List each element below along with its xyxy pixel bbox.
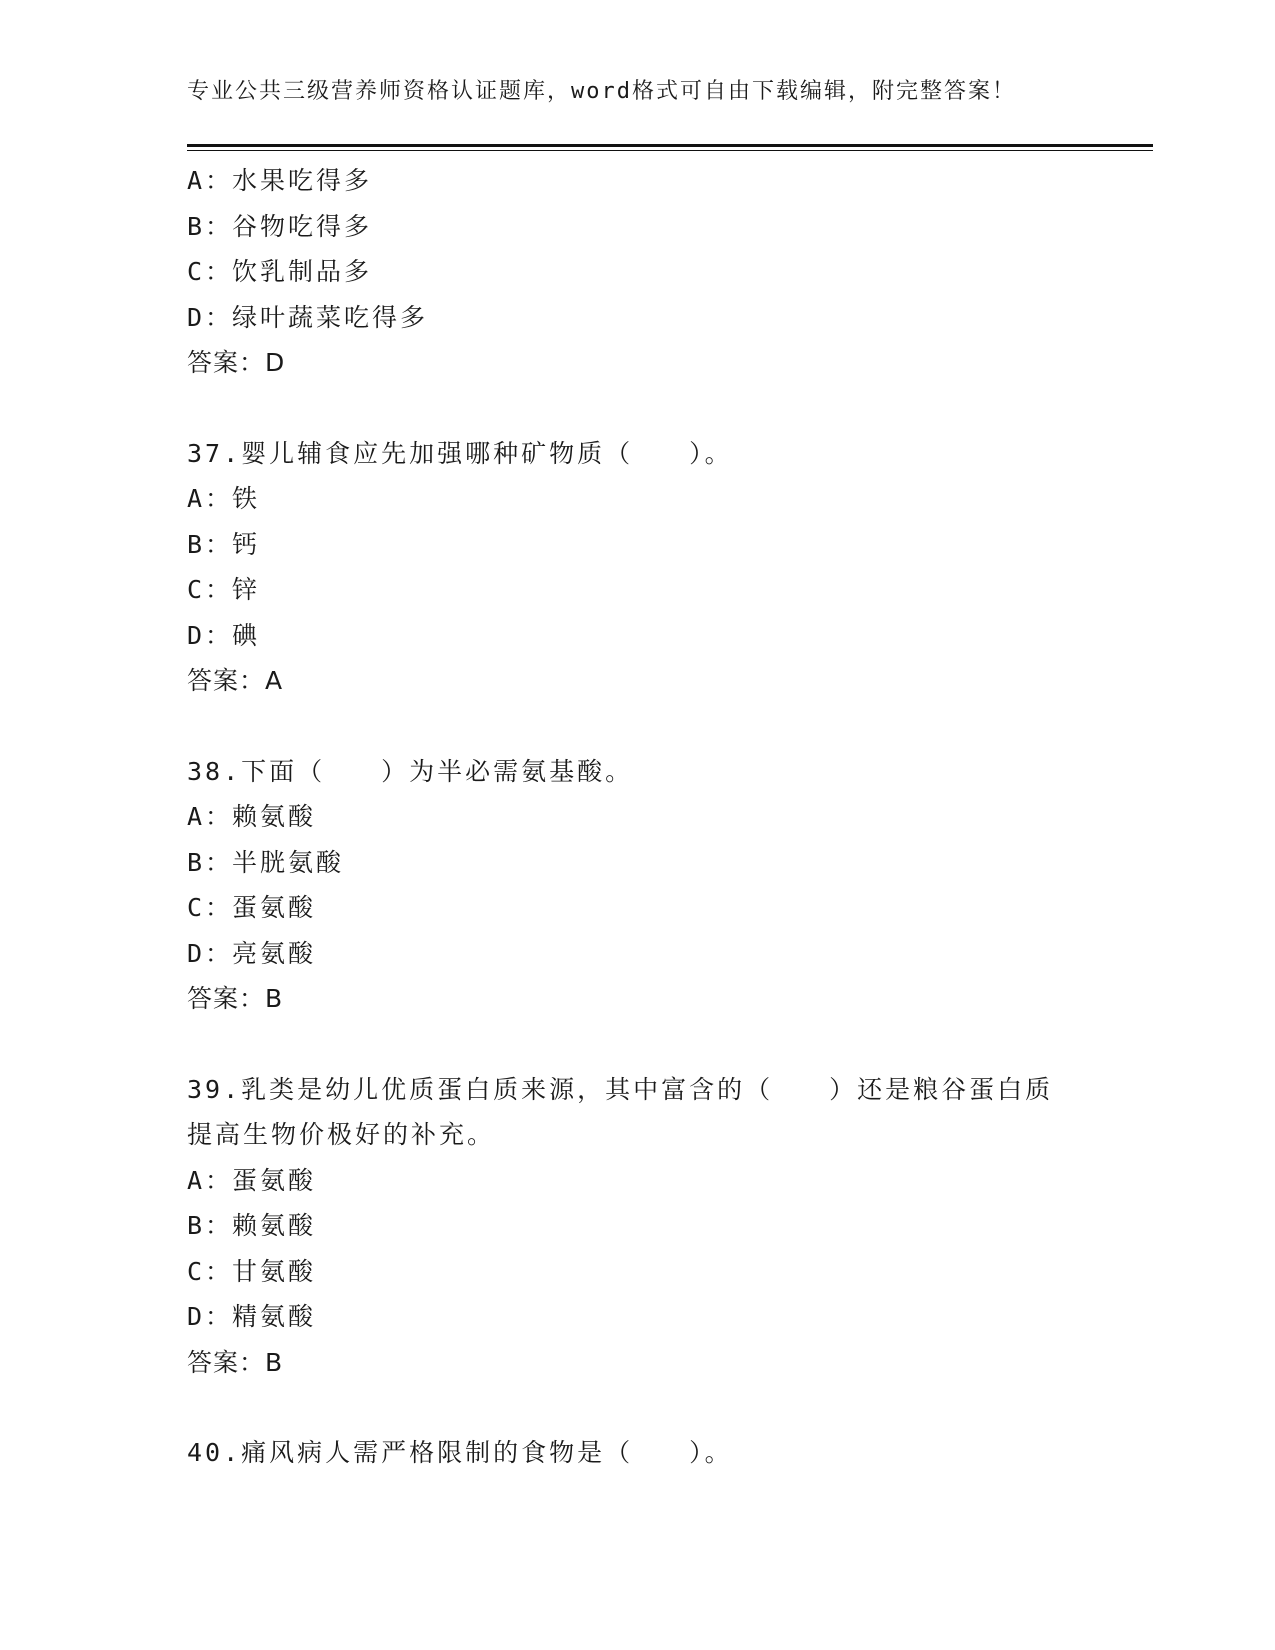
option-text: 蛋氨酸 bbox=[232, 1165, 317, 1195]
page-header: 专业公共三级营养师资格认证题库，word格式可自由下载编辑，附完整答案！ bbox=[187, 79, 1016, 104]
question-stem: 37.婴儿辅食应先加强哪种矿物质（ ）。 bbox=[187, 438, 733, 468]
question-stem: 40.痛风病人需严格限制的食物是（ ）。 bbox=[187, 1438, 733, 1467]
option-text: 甘氨酸 bbox=[232, 1256, 317, 1286]
option-letter: C： bbox=[187, 257, 234, 286]
option-letter: A： bbox=[187, 166, 234, 195]
answer-line: 答案：B bbox=[187, 984, 284, 1013]
option-text: 赖氨酸 bbox=[232, 802, 317, 831]
option-text: 钙 bbox=[232, 529, 261, 559]
option-letter: C： bbox=[187, 893, 234, 922]
option-line bbox=[187, 1249, 1087, 1295]
option-line bbox=[187, 613, 1087, 659]
option-text: 精氨酸 bbox=[232, 1302, 317, 1331]
question-list bbox=[187, 158, 1087, 1476]
option-letter: B： bbox=[187, 211, 234, 241]
option-letter: B： bbox=[187, 529, 234, 559]
question-stem: 39.乳类是幼儿优质蛋白质来源，其中富含的（ ）还是粮谷蛋白质 bbox=[187, 1074, 1054, 1104]
option-line bbox=[187, 158, 1087, 204]
question-stem-continued: 提高生物价极好的补充。 bbox=[187, 1120, 496, 1149]
option-line bbox=[187, 1294, 1087, 1340]
option-line bbox=[187, 931, 1087, 977]
option-letter: C： bbox=[187, 575, 234, 604]
option-text: 铁 bbox=[232, 484, 261, 513]
option-line bbox=[187, 567, 1087, 613]
option-line bbox=[187, 794, 1087, 840]
option-text: 蛋氨酸 bbox=[232, 893, 317, 922]
option-line bbox=[187, 1203, 1087, 1249]
option-letter: A： bbox=[187, 1165, 234, 1195]
option-text: 亮氨酸 bbox=[232, 938, 317, 968]
option-letter: D： bbox=[187, 620, 234, 650]
option-text: 绿叶蔬菜吃得多 bbox=[232, 302, 429, 332]
option-line bbox=[187, 840, 1087, 886]
option-line bbox=[187, 1158, 1087, 1204]
header-rule-thin bbox=[187, 150, 1153, 151]
option-letter: B： bbox=[187, 847, 234, 877]
answer-line: 答案：A bbox=[187, 666, 284, 695]
option-letter: D： bbox=[187, 302, 234, 332]
option-letter: C： bbox=[187, 1256, 234, 1286]
option-text: 碘 bbox=[232, 620, 261, 650]
option-line bbox=[187, 204, 1087, 250]
option-line bbox=[187, 249, 1087, 295]
option-letter: D： bbox=[187, 1302, 234, 1331]
option-letter: A： bbox=[187, 484, 234, 513]
option-line bbox=[187, 476, 1087, 522]
option-letter: D： bbox=[187, 938, 234, 968]
answer-line: 答案：D bbox=[187, 348, 286, 377]
header-rule-thick bbox=[187, 144, 1153, 147]
option-text: 饮乳制品多 bbox=[232, 257, 373, 286]
option-text: 水果吃得多 bbox=[232, 166, 373, 195]
option-letter: B： bbox=[187, 1211, 234, 1240]
option-text: 谷物吃得多 bbox=[232, 211, 373, 241]
question-stem: 38.下面（ ）为半必需氨基酸。 bbox=[187, 756, 634, 786]
option-text: 锌 bbox=[232, 575, 261, 604]
option-text: 半胱氨酸 bbox=[232, 847, 345, 877]
option-line bbox=[187, 522, 1087, 568]
spacer bbox=[187, 386, 1087, 431]
spacer bbox=[187, 1022, 1087, 1067]
option-line bbox=[187, 295, 1087, 341]
option-letter: A： bbox=[187, 802, 234, 831]
answer-line: 答案：B bbox=[187, 1347, 284, 1377]
spacer bbox=[187, 704, 1087, 749]
option-line bbox=[187, 885, 1087, 931]
option-text: 赖氨酸 bbox=[232, 1211, 317, 1240]
spacer bbox=[187, 1385, 1087, 1430]
